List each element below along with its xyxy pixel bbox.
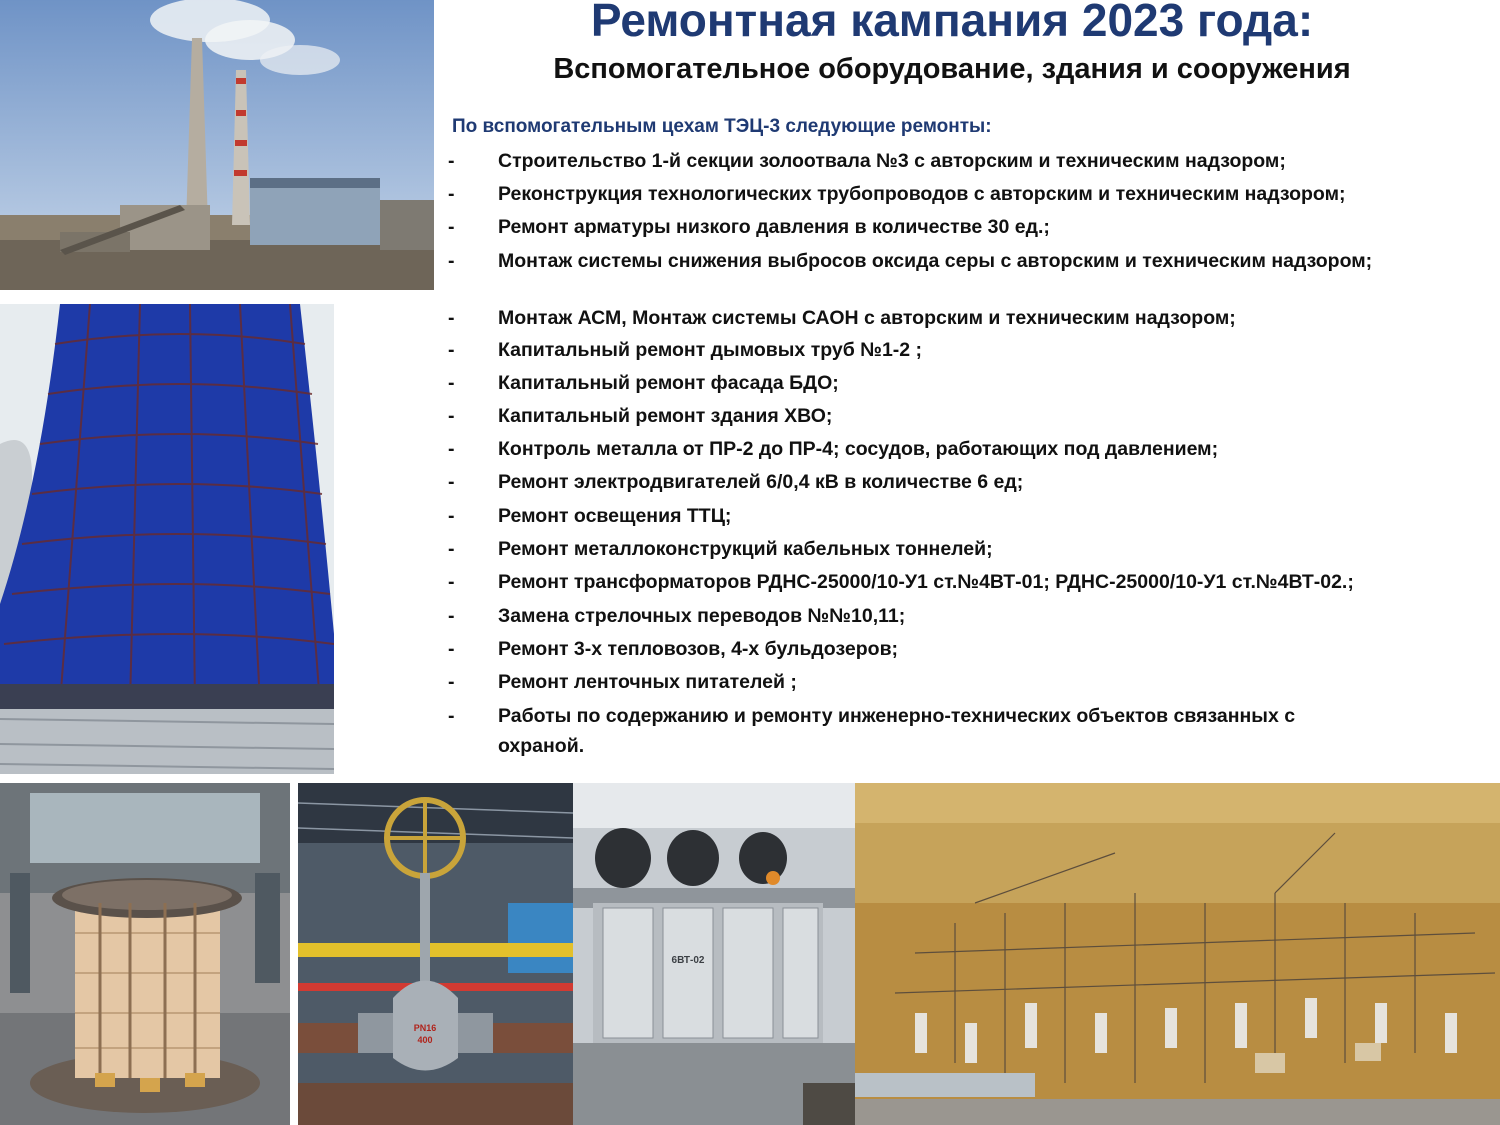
- list-item: - Реконструкция технологических трубопроводов с авторским и техническим надзором;: [448, 183, 1346, 205]
- valve-photo: [298, 783, 573, 1125]
- cooling-tower-photo: [0, 304, 334, 774]
- list-item: - Капитальный ремонт фасада БДО;: [448, 372, 839, 394]
- repair-list: [448, 146, 1488, 761]
- list-item: - Капитальный ремонт дымовых труб №1-2 ;: [448, 339, 923, 361]
- list-item: - Монтаж АСМ, Монтаж системы САОН с авторским и техническим надзором;: [448, 307, 1236, 329]
- svg-text:400: 400: [417, 1035, 433, 1045]
- transformer-coil-photo: [0, 783, 290, 1125]
- list-item: - Ремонт трансформаторов РДНС-25000/10-У1 ст.№4ВТ-01; РДНС-25000/10-У1 ст.№4ВТ-02.;: [448, 571, 1354, 593]
- list-item: - Ремонт освещения ТТЦ;: [448, 505, 732, 527]
- list-item: - Монтаж системы снижения выбросов оксида серы с авторским и техническим надзором;: [448, 250, 1373, 272]
- list-item: - Работы по содержанию и ремонту инженерно-технических объектов связанных с охраной.: [448, 705, 1296, 757]
- power-plant-photo: [0, 0, 434, 290]
- list-item: - Ремонт 3-х тепловозов, 4-х бульдозеров;: [448, 638, 899, 660]
- transformer-marking: 6ВТ-02: [671, 955, 705, 966]
- page-title: Ремонтная кампания 2023 года:: [590, 0, 1314, 46]
- valve-marking: PN16: [413, 1023, 437, 1033]
- substation-photo: [855, 783, 1500, 1125]
- page-subtitle: Вспомогательное оборудование, здания и сооружения: [553, 53, 1351, 85]
- list-item: - Строительство 1-й секции золоотвала №3 с авторским и техническим надзором;: [448, 150, 1286, 172]
- list-item: - Замена стрелочных переводов №№10,11;: [448, 605, 906, 627]
- transformer-photo: [573, 783, 855, 1125]
- intro-text: По вспомогательным цехам ТЭЦ-3 следующие ремонты:: [452, 116, 992, 137]
- list-item: - Ремонт электродвигателей 6/0,4 кВ в количестве 6 ед;: [448, 471, 1024, 493]
- list-item: - Контроль металла от ПР-2 до ПР-4; сосудов, работающих под давлением;: [448, 438, 1219, 460]
- list-item: - Капитальный ремонт здания ХВО;: [448, 405, 833, 427]
- list-item: - Ремонт арматуры низкого давления в количестве 30 ед.;: [448, 216, 1050, 238]
- list-item: - Ремонт металлоконструкций кабельных тоннелей;: [448, 538, 993, 560]
- list-item: - Ремонт ленточных питателей ;: [448, 671, 797, 693]
